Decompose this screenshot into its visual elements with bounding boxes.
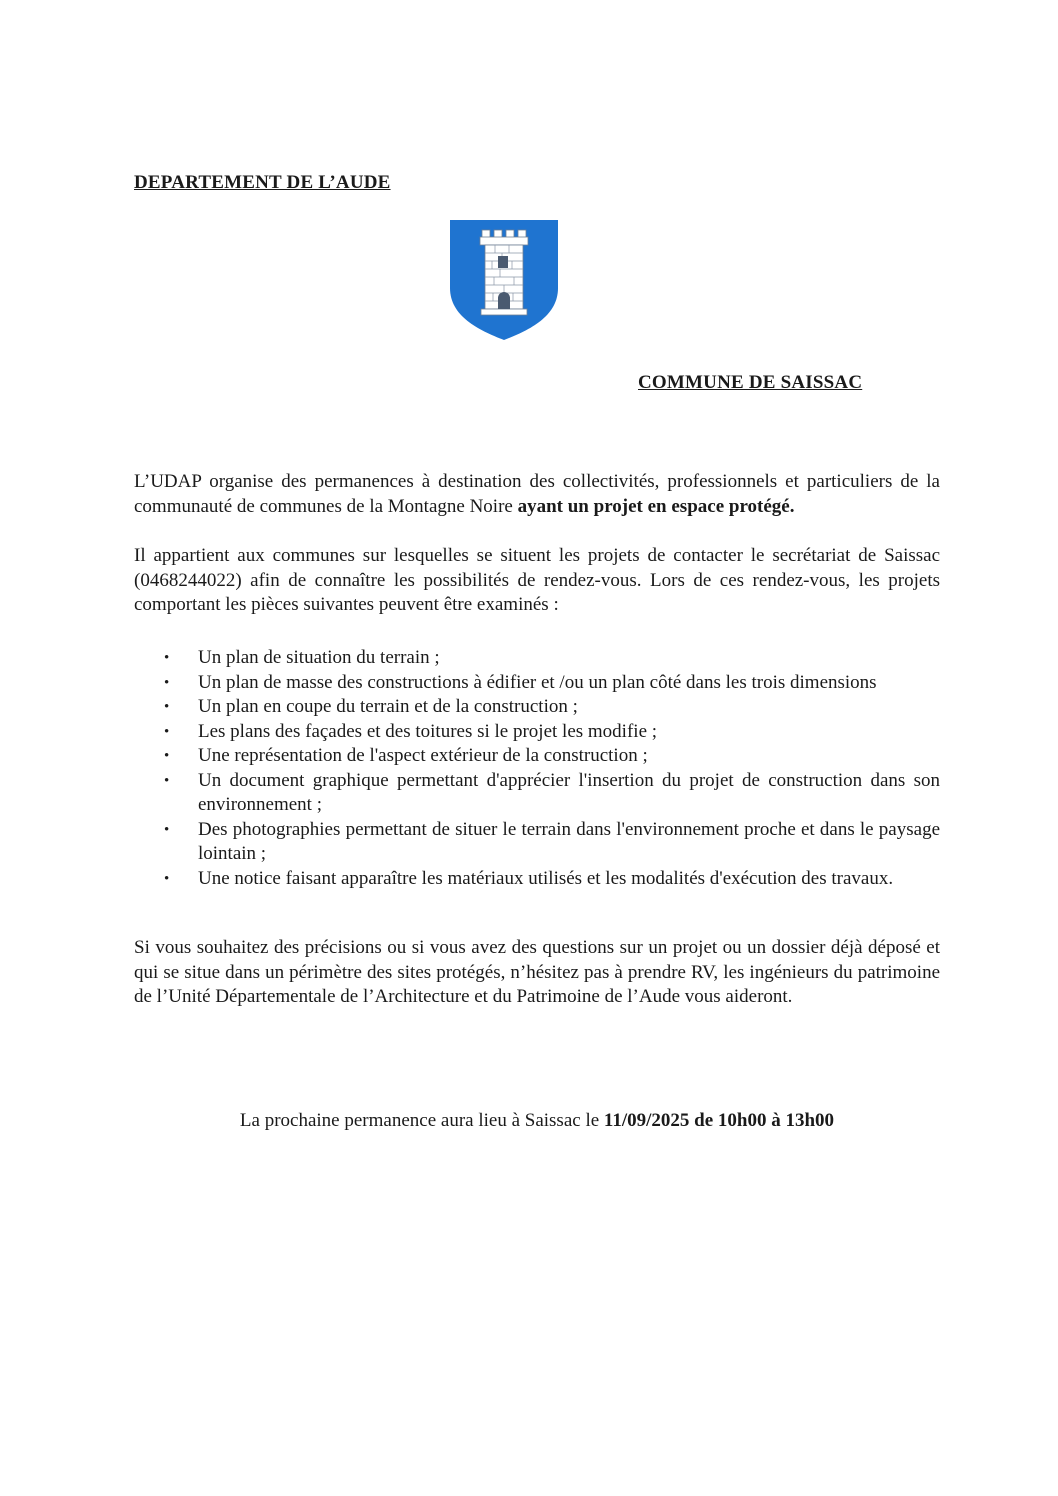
intro-paragraph [134, 470, 940, 519]
next-session-date: 11/09/2025 de 10h00 à 13h00 [603, 1110, 835, 1131]
list-item-text: Un plan en coupe du terrain et de la construction ; [198, 696, 578, 717]
bullet-icon: • [164, 723, 170, 740]
list-item-text: Les plans des façades et des toitures si le projet les modifie ; [198, 720, 658, 742]
next-session-text: La prochaine permanence aura lieu à Saissac le [239, 1110, 604, 1131]
intro-text: L’UDAP organise des permanences à destination des collectivités, professionnels et particuliers de la communauté de communes de la Montagne Noire [134, 471, 940, 517]
bullet-icon: • [164, 650, 170, 666]
bullet-icon: • [164, 772, 170, 789]
department-heading: DEPARTEMENT DE L’AUDE [134, 172, 391, 193]
bullet-icon: • [164, 821, 170, 838]
intro-emphasis: ayant un projet en espace protégé. [517, 495, 795, 517]
documents-list [164, 646, 940, 891]
tower-crest-icon [448, 218, 560, 342]
list-item [164, 744, 940, 769]
bullet-icon: • [164, 674, 170, 691]
bullet-icon: • [164, 870, 170, 887]
next-session-line [134, 1110, 940, 1132]
contact-paragraph: Il appartient aux communes sur lesquelles se situent les projets de contacter le secrétariat de Saissac (0468244022) afin de connaître les possibilités de rendez-vous. Lors de ces rendez-vous, les projets comportant les pièces suivantes peuvent être examinés : [134, 545, 940, 615]
list-item-text: Un document graphique permettant d'apprécier l'insertion du projet de construction dans son environnement ; [198, 769, 940, 815]
list-item-text: Un plan de situation du terrain ; [198, 647, 440, 668]
list-item [164, 695, 940, 720]
list-item-text: Une représentation de l'aspect extérieur de la construction ; [198, 745, 648, 766]
list-item [164, 769, 940, 818]
list-item-text: Des photographies permettant de situer le terrain dans l'environnement proche et dans le paysage lointain ; [198, 818, 940, 864]
list-item [164, 671, 940, 696]
list-item [164, 818, 940, 867]
questions-paragraph: Si vous souhaitez des précisions ou si vous avez des questions sur un projet ou un dossier déjà déposé et qui se situe dans un périmètre des sites protégés, n’hésitez pas à prendre RV, les ingénieurs du patrimoine de l’Unité Départementale de l’Architecture et du Patrimoine de l’Aude vous aideront. [134, 937, 940, 1007]
bullet-icon: • [164, 748, 170, 764]
list-item-text: Une notice faisant apparaître les matériaux utilisés et les modalités d'exécution des travaux. [198, 867, 894, 889]
list-item [164, 867, 940, 892]
bullet-icon: • [164, 699, 170, 715]
list-item [164, 720, 940, 745]
list-item [164, 646, 940, 671]
list-item-text: Un plan de masse des constructions à édifier et /ou un plan côté dans les trois dimensions [198, 671, 877, 693]
commune-heading: COMMUNE DE SAISSAC [638, 372, 863, 393]
